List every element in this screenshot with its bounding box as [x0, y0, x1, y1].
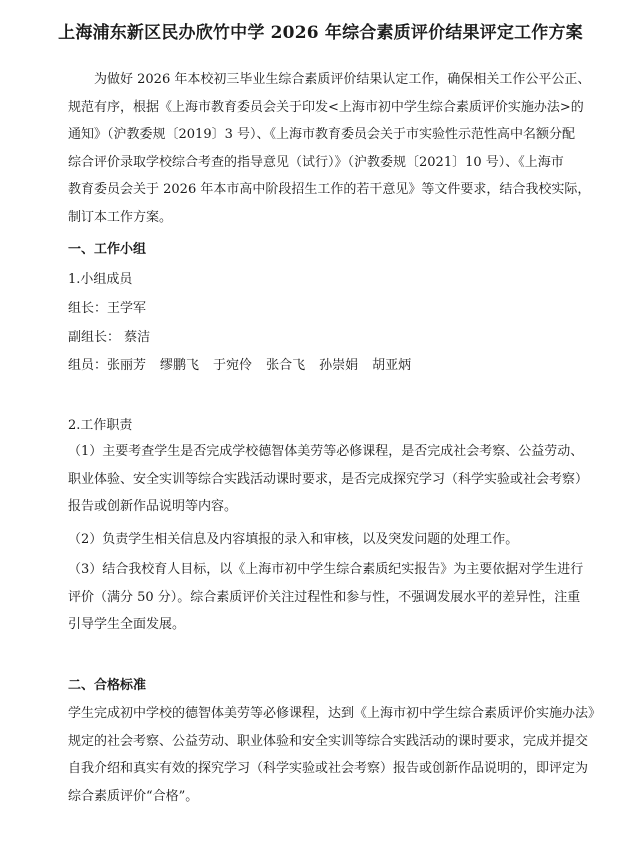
intro-line: 通知》（沪教委规〔2019〕3 号）、《上海市教育委员会关于市实验性示范性高中名额分配	[68, 127, 575, 142]
duty-line: （3）结合我校育人目标，以《上海市初中学生综合素质纪实报告》为主要依据对学生进行	[68, 562, 584, 577]
subheading-members: 1.小组成员	[68, 272, 133, 287]
intro-line: 制订本工作方案。	[68, 209, 173, 225]
standard-line: 自我介绍和真实有效的探究学习（科学实验或社会考察）报告或创新作品说明的，即评定为	[68, 761, 589, 776]
standard-line: 学生完成初中学校的德智体美劳等必修课程，达到《上海市初中学生综合素质评价实施办法》	[68, 706, 602, 721]
group-leader: 组长：王学军	[68, 301, 147, 316]
deputy-leader: 副组长： 蔡洁	[68, 330, 151, 345]
duty-1-paragraph	[68, 438, 600, 521]
intro-line: 为做好 2026 年本校初三毕业生综合素质评价结果认定工作，确保相关工作公平公正、	[94, 72, 591, 87]
duty-line: （1）主要考查学生是否完成学校德智体美劳等必修课程，是否完成社会考察、公益劳动、	[68, 444, 584, 459]
intro-line: 综合评价录取学校综合考查的指导意见（试行）》（沪教委规〔2021〕10 号）、《上海市	[68, 154, 564, 170]
duty-line: 评价（满分 50 分）。综合素质评价关注过程性和参与性，不强调发展水平的差异性，注重	[68, 589, 581, 605]
members-line	[68, 356, 411, 376]
duty-line: 职业体验、安全实训等综合实践活动课时要求，是否完成探究学习（科学实验或社会考察）	[68, 471, 589, 487]
duty-line: 报告或创新作品说明等内容。	[68, 499, 238, 514]
standard-line: 综合素质评价“合格”。	[68, 788, 199, 804]
member-name: 孙崇娟	[319, 358, 359, 373]
members-label: 组员：	[68, 358, 108, 373]
subheading-duties: 2.工作职责	[68, 418, 133, 433]
member-name: 张丽芳	[107, 358, 147, 373]
duty-line: 引导学生全面发展。	[68, 617, 186, 632]
intro-line: 教育委员会关于 2026 年本市高中阶段招生工作的若干意见》等文件要求，结合我校实际，	[68, 182, 591, 197]
standard-line: 规定的社会考察、公益劳动、职业体验和安全实训等综合实践活动的课时要求，完成并提交	[68, 733, 589, 749]
intro-paragraph	[68, 66, 600, 231]
member-name: 于宛伶	[213, 358, 253, 373]
duty-2-paragraph	[68, 526, 600, 554]
member-name: 胡亚炳	[372, 358, 412, 373]
duty-3-paragraph	[68, 556, 600, 639]
pass-standard-paragraph	[68, 700, 600, 810]
member-name: 缪鹏飞	[160, 358, 200, 373]
intro-line: 规范有序，根据《上海市教育委员会关于印发<上海市初中学生综合素质评价实施办法>的	[68, 99, 584, 115]
section-heading-work-group: 一、工作小组	[68, 242, 147, 257]
duty-line: （2）负责学生相关信息及内容填报的录入和审核，以及突发问题的处理工作。	[68, 532, 519, 547]
member-name: 张合飞	[266, 358, 306, 373]
document-title: 上海浦东新区民办欣竹中学 2026 年综合素质评价结果评定工作方案	[58, 23, 583, 43]
section-heading-pass-standard: 二、合格标准	[68, 678, 147, 693]
